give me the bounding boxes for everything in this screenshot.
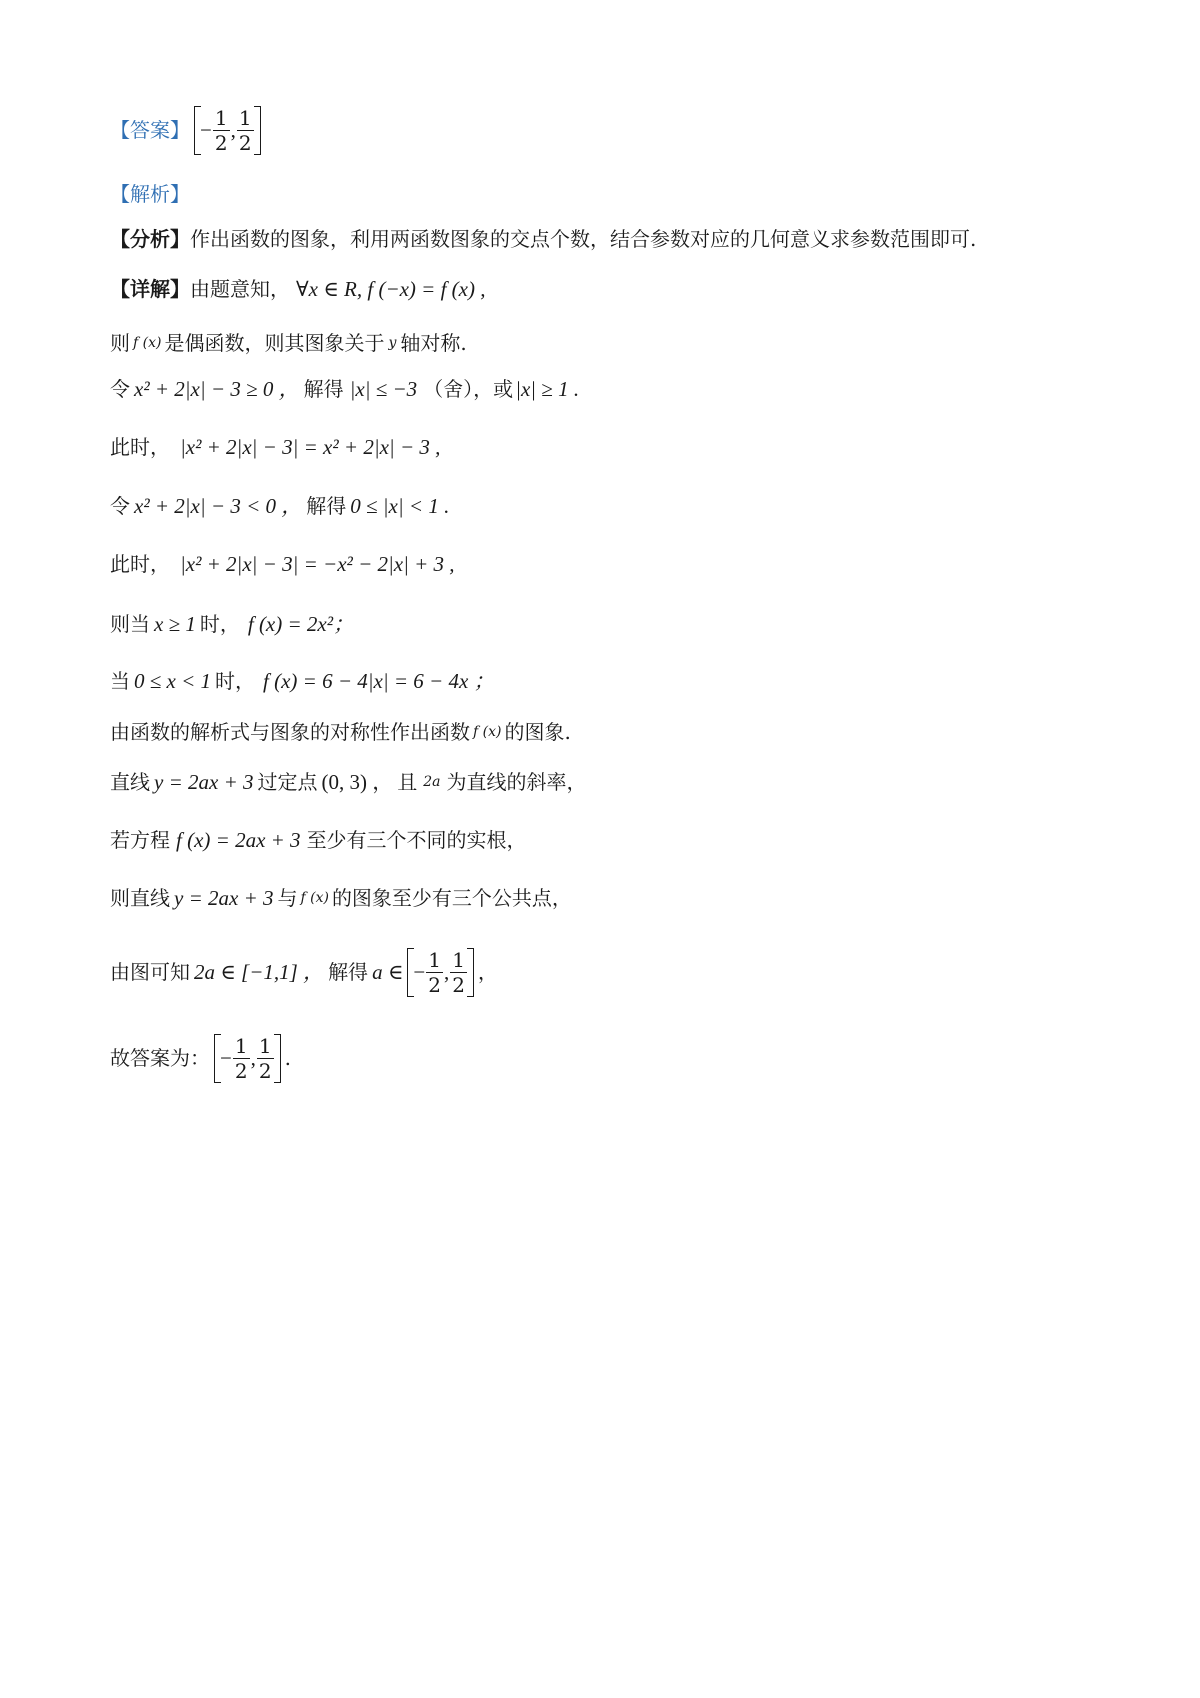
answer-interval: − $\frac{1}{2}$ , $\frac{1}{2}$: [194, 106, 261, 155]
line-1: 则 f (x) 是偶函数，则其图象关于 y 轴对称.: [110, 331, 467, 355]
line-3: 此时， |x² + 2|x| − 3| = x² + 2|x| − 3 ,: [110, 435, 441, 459]
line-12: 由图可知 2a ∈ [−1,1] ， 解得 a ∈ − $\frac{1}{2}$ , $\frac{1}{2}$ ，: [110, 947, 498, 997]
fraction: $\frac{1}{2}$: [258, 1033, 272, 1083]
neg-sign: −: [200, 118, 212, 142]
fraction: $\frac{1}{2}$: [428, 947, 441, 997]
fraction: $\frac{1}{2}$: [238, 105, 252, 155]
xiangjie-text: 由题意知，: [190, 277, 290, 301]
fraction: $\frac{1}{2}$: [452, 947, 465, 997]
line-11: 则直线 y = 2ax + 3 与 f (x) 的图象至少有三个公共点，: [110, 886, 572, 910]
line-9: 直线 y = 2ax + 3 过定点 (0, 3) ， 且 2a 为直线的斜率，: [110, 770, 587, 794]
solution-interval: − $\frac{1}{2}$ , $\frac{1}{2}$: [407, 948, 474, 997]
answer-tag: 【答案】: [110, 118, 190, 142]
fenxi-tag: 【分析】: [110, 227, 190, 251]
line-6: 则当 x ≥ 1 时， f (x) = 2x²；: [110, 612, 355, 636]
line-10: 若方程 f (x) = 2ax + 3 至少有三个不同的实根，: [110, 828, 527, 852]
fraction: $\frac{1}{2}$: [234, 1033, 248, 1083]
analysis-tag: 【解析】: [110, 182, 190, 206]
line-8: 由函数的解析式与图象的对称性作出函数 f (x) 的图象.: [110, 720, 571, 744]
line-4: 令 x² + 2|x| − 3 < 0 ， 解得 0 ≤ |x| < 1 .: [110, 494, 450, 518]
line-5: 此时， |x² + 2|x| − 3| = −x² − 2|x| + 3 ,: [110, 552, 455, 576]
fenxi-text: 作出函数的图象，利用两函数图象的交点个数，结合参数对应的几何意义求参数范围即可.: [190, 227, 977, 251]
line-7: 当 0 ≤ x < 1 时， f (x) = 6 − 4|x| = 6 − 4x ；: [110, 669, 495, 693]
line-2: 令 x² + 2|x| − 3 ≥ 0 ， 解得 |x| ≤ −3 （舍），或 |x| ≥ 1 .: [110, 377, 580, 401]
xiangjie-line: [110, 275, 486, 303]
xiangjie-tag: 【详解】: [110, 277, 190, 301]
fraction: $\frac{1}{2}$: [214, 105, 228, 155]
fenxi-line: [110, 225, 976, 253]
xiangjie-math: ∀x ∈ R, f (−x) = f (x) ,: [296, 277, 486, 301]
final-interval: − $\frac{1}{2}$ , $\frac{1}{2}$: [214, 1034, 281, 1083]
line-13: 故答案为： − $\frac{1}{2}$ , $\frac{1}{2}$ .: [110, 1033, 291, 1083]
answer-line: [110, 102, 265, 158]
